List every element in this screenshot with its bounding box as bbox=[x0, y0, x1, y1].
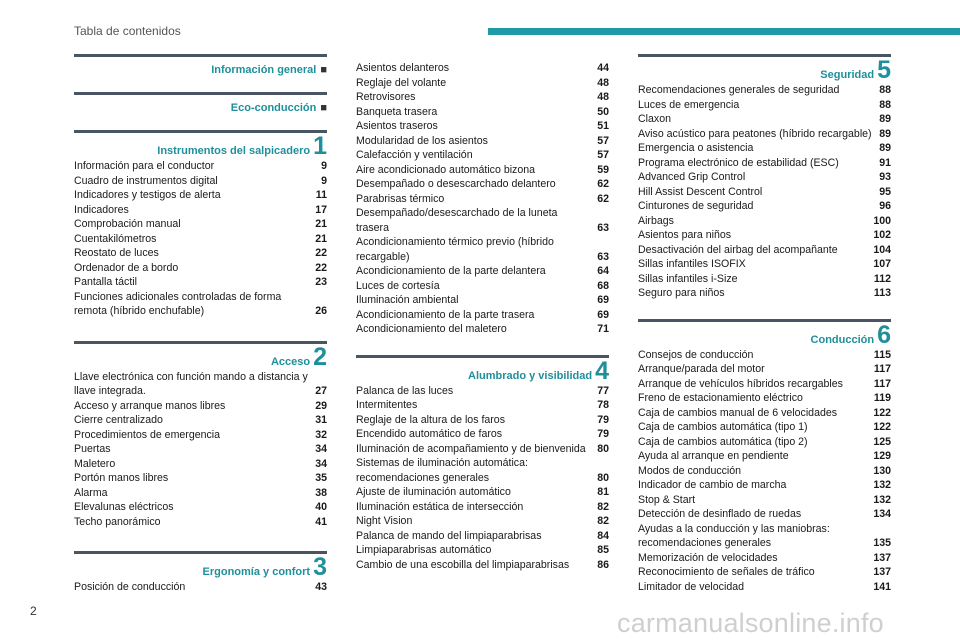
toc-entry[interactable] bbox=[638, 449, 891, 464]
toc-entry[interactable] bbox=[638, 522, 891, 551]
toc-entry-page: 48 bbox=[597, 91, 609, 103]
toc-entry[interactable] bbox=[638, 214, 891, 229]
toc-entry-text: Puertas bbox=[74, 443, 111, 455]
toc-entry-text: Ayuda al arranque en pendiente bbox=[638, 450, 789, 462]
section-number: 2 bbox=[313, 342, 327, 371]
toc-entry-text: Arranque/parada del motor bbox=[638, 363, 765, 375]
toc-entry-text: Recomendaciones generales de seguridad bbox=[638, 84, 840, 96]
toc-entry-page: 79 bbox=[597, 413, 609, 426]
toc-entry-text: Palanca de las luces bbox=[356, 384, 454, 397]
toc-column-3 bbox=[638, 54, 891, 594]
toc-entry-text: Programa electrónico de estabilidad (ESC) bbox=[638, 156, 839, 169]
toc-entry-list bbox=[356, 382, 609, 573]
toc-entry[interactable] bbox=[638, 257, 891, 272]
toc-entry[interactable] bbox=[74, 261, 327, 276]
toc-entry[interactable] bbox=[356, 529, 609, 544]
toc-entry[interactable] bbox=[638, 243, 891, 258]
toc-entry[interactable] bbox=[356, 485, 609, 500]
toc-entry[interactable] bbox=[74, 442, 327, 457]
toc-entry[interactable] bbox=[356, 456, 609, 485]
toc-entry[interactable] bbox=[74, 471, 327, 486]
toc-entry-page: 41 bbox=[315, 515, 327, 528]
toc-entry-page: 137 bbox=[873, 566, 891, 578]
section-heading[interactable] bbox=[356, 356, 609, 385]
section-number: 6 bbox=[877, 320, 891, 349]
toc-entry-page: 91 bbox=[879, 156, 891, 169]
toc-entry[interactable] bbox=[74, 159, 327, 174]
toc-entry-text: Airbags bbox=[638, 214, 674, 227]
toc-section bbox=[74, 341, 327, 530]
toc-entry[interactable] bbox=[356, 235, 609, 264]
toc-entry[interactable] bbox=[638, 435, 891, 450]
toc-entry-page: 82 bbox=[597, 500, 609, 513]
toc-entry[interactable] bbox=[638, 507, 891, 522]
toc-entry-page: 63 bbox=[597, 221, 609, 234]
header-accent-bar bbox=[488, 28, 960, 35]
toc-entry[interactable] bbox=[74, 500, 327, 515]
toc-entry[interactable] bbox=[74, 580, 327, 595]
toc-entry-text: Desempañado o desescarchado delantero bbox=[356, 178, 556, 190]
toc-entry[interactable] bbox=[356, 134, 609, 149]
toc-entry-text: Encendido automático de faros bbox=[356, 428, 503, 440]
section-heading[interactable] bbox=[74, 553, 327, 581]
toc-entry-page: 102 bbox=[873, 229, 891, 241]
toc-entry-text: Luces de cortesía bbox=[356, 279, 440, 292]
toc-entry-text: Modularidad de los asientos bbox=[356, 134, 488, 147]
toc-section bbox=[74, 130, 327, 319]
section-title: Alumbrado y visibilidad bbox=[468, 369, 593, 382]
toc-entry-page: 26 bbox=[315, 305, 327, 317]
toc-entry[interactable] bbox=[74, 457, 327, 472]
toc-entry-page: 84 bbox=[597, 529, 609, 542]
toc-entry[interactable] bbox=[638, 391, 891, 406]
toc-entry-page: 69 bbox=[597, 294, 609, 306]
toc-entry-text: Night Vision bbox=[356, 515, 413, 527]
toc-entry[interactable] bbox=[356, 105, 609, 120]
toc-entry[interactable] bbox=[74, 232, 327, 247]
toc-entry[interactable] bbox=[74, 428, 327, 443]
toc-entry-text: Cuentakilómetros bbox=[74, 232, 157, 245]
toc-entry-page: 62 bbox=[597, 178, 609, 190]
toc-entry[interactable] bbox=[356, 177, 609, 192]
toc-column-1 bbox=[74, 54, 327, 595]
toc-entry-page: 93 bbox=[879, 171, 891, 183]
toc-entry-page: 22 bbox=[315, 247, 327, 259]
toc-entry-text: Luces de emergencia bbox=[638, 98, 740, 111]
toc-section bbox=[356, 59, 609, 337]
toc-entry[interactable] bbox=[74, 515, 327, 530]
toc-entry[interactable] bbox=[638, 127, 891, 142]
toc-entry-page: 100 bbox=[873, 214, 891, 227]
toc-entry-page: 89 bbox=[879, 142, 891, 154]
toc-entry[interactable] bbox=[638, 83, 891, 98]
toc-entry-page: 40 bbox=[315, 501, 327, 513]
toc-entry[interactable] bbox=[356, 384, 609, 399]
toc-entry[interactable] bbox=[638, 464, 891, 479]
section-title: Información general bbox=[211, 64, 317, 76]
toc-section bbox=[74, 92, 327, 114]
toc-entry-page: 88 bbox=[879, 84, 891, 96]
toc-entry-page: 89 bbox=[879, 113, 891, 125]
toc-entry-page: 89 bbox=[879, 127, 891, 140]
toc-entry[interactable] bbox=[74, 399, 327, 414]
toc-entry[interactable] bbox=[638, 199, 891, 214]
toc-entry[interactable] bbox=[74, 486, 327, 501]
toc-section bbox=[74, 551, 327, 595]
toc-entry-text: Ajuste de iluminación automático bbox=[356, 486, 511, 498]
toc-entry-list bbox=[74, 578, 327, 595]
toc-entry-text: Funciones adicionales controladas de forma remota (híbrido enchufable) bbox=[74, 290, 282, 317]
toc-entry-page: 117 bbox=[873, 377, 891, 390]
toc-entry-page: 38 bbox=[315, 486, 327, 499]
section-number: 1 bbox=[313, 132, 327, 160]
toc-entry[interactable] bbox=[74, 290, 327, 319]
toc-entry-page: 11 bbox=[315, 189, 327, 201]
section-bullet: ■ bbox=[320, 102, 327, 114]
toc-entry[interactable] bbox=[356, 543, 609, 558]
toc-entry-page: 44 bbox=[597, 62, 609, 74]
toc-entry-page: 31 bbox=[315, 414, 327, 426]
toc-entry-text: Acondicionamiento de la parte trasera bbox=[356, 308, 535, 321]
toc-entry[interactable] bbox=[356, 119, 609, 134]
toc-entry-page: 129 bbox=[873, 450, 891, 462]
toc-entry-text: Banqueta trasera bbox=[356, 105, 438, 118]
toc-entry-page: 71 bbox=[597, 323, 609, 335]
toc-entry[interactable] bbox=[74, 370, 327, 399]
toc-entry-page: 22 bbox=[315, 261, 327, 274]
toc-entry[interactable] bbox=[638, 478, 891, 493]
toc-entry[interactable] bbox=[638, 348, 891, 363]
toc-entry[interactable] bbox=[638, 272, 891, 287]
toc-entry-text: Sistemas de iluminación automática: recomendaciones generales bbox=[356, 457, 528, 484]
toc-entry[interactable] bbox=[638, 406, 891, 421]
toc-entry[interactable] bbox=[356, 308, 609, 323]
toc-entry-text: Intermitentes bbox=[356, 399, 418, 411]
toc-entry-page: 77 bbox=[597, 384, 609, 397]
toc-entry-text: Seguro para niños bbox=[638, 287, 725, 299]
toc-entry-page: 59 bbox=[597, 163, 609, 176]
toc-entry-page: 80 bbox=[597, 442, 609, 455]
toc-column-2 bbox=[356, 59, 609, 572]
toc-entry-page: 130 bbox=[873, 464, 891, 477]
toc-entry[interactable] bbox=[356, 76, 609, 91]
toc-entry-page: 34 bbox=[315, 457, 327, 470]
toc-entry-page: 32 bbox=[315, 428, 327, 441]
toc-entry-page: 115 bbox=[873, 348, 891, 361]
toc-entry-page: 96 bbox=[879, 200, 891, 212]
toc-entry-text: Maletero bbox=[74, 457, 116, 470]
toc-entry-page: 27 bbox=[315, 385, 327, 397]
toc-entry-page: 137 bbox=[873, 551, 891, 564]
toc-entry-page: 35 bbox=[315, 472, 327, 484]
toc-entry-text: Portón manos libres bbox=[74, 472, 169, 484]
toc-entry-text: Reglaje del volante bbox=[356, 76, 447, 89]
toc-entry-text: Aviso acústico para peatones (híbrido recargable) bbox=[638, 127, 872, 140]
toc-entry-page: 51 bbox=[597, 120, 609, 132]
toc-entry-page: 21 bbox=[315, 232, 327, 245]
toc-entry-page: 135 bbox=[873, 537, 891, 549]
toc-entry-text: Cuadro de instrumentos digital bbox=[74, 174, 218, 187]
toc-entry[interactable] bbox=[638, 551, 891, 566]
toc-entry-text: Asientos delanteros bbox=[356, 62, 450, 74]
toc-entry[interactable] bbox=[638, 228, 891, 243]
section-number: 5 bbox=[877, 56, 891, 84]
toc-entry-page: 125 bbox=[873, 435, 891, 448]
toc-entry-text: Asientos traseros bbox=[356, 120, 438, 132]
toc-entry-text: Stop & Start bbox=[638, 493, 696, 506]
toc-entry-text: Consejos de conducción bbox=[638, 348, 754, 361]
toc-entry[interactable] bbox=[356, 442, 609, 457]
toc-entry[interactable] bbox=[356, 427, 609, 442]
toc-entry-page: 88 bbox=[879, 98, 891, 111]
toc-entry-page: 9 bbox=[321, 160, 327, 172]
toc-entry[interactable] bbox=[356, 148, 609, 163]
toc-entry[interactable] bbox=[356, 90, 609, 105]
toc-entry-text: Ordenador de a bordo bbox=[74, 261, 179, 274]
toc-entry-text: Calefacción y ventilación bbox=[356, 149, 473, 161]
toc-entry-page: 34 bbox=[315, 443, 327, 455]
toc-entry[interactable] bbox=[638, 580, 891, 595]
toc-entry-text: Cierre centralizado bbox=[74, 414, 163, 426]
toc-entry[interactable] bbox=[638, 185, 891, 200]
toc-entry[interactable] bbox=[74, 275, 327, 290]
toc-entry-page: 63 bbox=[597, 250, 609, 263]
toc-entry-text: Memorización de velocidades bbox=[638, 551, 778, 564]
toc-entry[interactable] bbox=[356, 192, 609, 207]
section-title: Eco-conducción bbox=[230, 102, 317, 114]
toc-entry-page: 62 bbox=[597, 192, 609, 205]
toc-entry-text: Emergencia o asistencia bbox=[638, 142, 754, 154]
toc-entry-page: 132 bbox=[873, 493, 891, 506]
toc-entry-page: 48 bbox=[597, 76, 609, 89]
toc-entry-page: 112 bbox=[873, 272, 891, 285]
toc-entry[interactable] bbox=[356, 163, 609, 178]
toc-entry-text: Acondicionamiento de la parte delantera bbox=[356, 265, 546, 277]
toc-entry-page: 21 bbox=[315, 218, 327, 230]
toc-entry-text: Palanca de mando del limpiaparabrisas bbox=[356, 529, 542, 542]
toc-entry-page: 9 bbox=[321, 174, 327, 187]
toc-entry-text: Acondicionamiento térmico previo (híbrido recargable) bbox=[356, 236, 554, 263]
toc-entry-text: Claxon bbox=[638, 113, 671, 125]
toc-entry[interactable] bbox=[74, 413, 327, 428]
toc-entry-text: Sillas infantiles i-Size bbox=[638, 272, 738, 285]
toc-entry[interactable] bbox=[356, 413, 609, 428]
toc-entry-list bbox=[74, 368, 327, 530]
toc-entry[interactable] bbox=[638, 286, 891, 301]
toc-entry-list bbox=[74, 157, 327, 319]
toc-entry-text: Reostato de luces bbox=[74, 247, 159, 259]
toc-entry-text: Posición de conducción bbox=[74, 581, 186, 593]
toc-entry[interactable] bbox=[74, 246, 327, 261]
toc-entry[interactable] bbox=[638, 362, 891, 377]
section-number: 4 bbox=[595, 356, 609, 385]
toc-entry-text: Llave electrónica con función mando a distancia y llave integrada. bbox=[74, 370, 308, 397]
toc-section bbox=[356, 355, 609, 573]
toc-entry-text: Alarma bbox=[74, 486, 108, 499]
toc-entry-page: 82 bbox=[597, 515, 609, 527]
toc-entry[interactable] bbox=[356, 206, 609, 235]
toc-entry-text: Techo panorámico bbox=[74, 515, 161, 528]
toc-entry-page: 132 bbox=[873, 479, 891, 491]
section-heading[interactable] bbox=[638, 320, 891, 349]
toc-entry-page: 69 bbox=[597, 308, 609, 321]
toc-entry-page: 80 bbox=[597, 471, 609, 484]
section-title: Instrumentos del salpicadero bbox=[157, 145, 311, 157]
toc-entry-text: Indicador de cambio de marcha bbox=[638, 479, 787, 491]
toc-entry-text: Acceso y arranque manos libres bbox=[74, 399, 226, 412]
toc-section bbox=[74, 54, 327, 76]
toc-entry-page: 50 bbox=[597, 105, 609, 118]
toc-entry-text: Reglaje de la altura de los faros bbox=[356, 413, 505, 426]
toc-entry-page: 57 bbox=[597, 134, 609, 147]
toc-entry-page: 78 bbox=[597, 399, 609, 411]
toc-entry-page: 29 bbox=[315, 399, 327, 412]
toc-entry-page: 107 bbox=[873, 258, 891, 270]
toc-entry-text: Caja de cambios manual de 6 velocidades bbox=[638, 406, 838, 419]
toc-entry-page: 68 bbox=[597, 279, 609, 292]
toc-entry[interactable] bbox=[638, 493, 891, 508]
toc-entry[interactable] bbox=[356, 500, 609, 515]
toc-entry-text: Pantalla táctil bbox=[74, 276, 138, 288]
toc-entry-page: 57 bbox=[597, 149, 609, 161]
toc-entry[interactable] bbox=[638, 170, 891, 185]
section-heading[interactable] bbox=[74, 132, 327, 160]
toc-entry[interactable] bbox=[356, 293, 609, 308]
toc-entry-text: Elevalunas eléctricos bbox=[74, 501, 174, 513]
toc-entry-page: 104 bbox=[873, 243, 891, 256]
toc-entry-page: 43 bbox=[315, 581, 327, 593]
toc-entry[interactable] bbox=[356, 264, 609, 279]
toc-entry[interactable] bbox=[638, 565, 891, 580]
toc-entry[interactable] bbox=[638, 156, 891, 171]
toc-entry[interactable] bbox=[638, 377, 891, 392]
header-title: Tabla de contenidos bbox=[74, 24, 181, 38]
toc-entry[interactable] bbox=[356, 558, 609, 573]
toc-entry-text: Sillas infantiles ISOFIX bbox=[638, 258, 746, 270]
section-heading[interactable] bbox=[74, 342, 327, 371]
toc-entry[interactable] bbox=[356, 61, 609, 76]
toc-entry-text: Caja de cambios automática (tipo 1) bbox=[638, 421, 808, 433]
toc-entry-text: Advanced Grip Control bbox=[638, 171, 746, 183]
toc-entry-text: Asientos para niños bbox=[638, 229, 732, 241]
toc-entry-page: 79 bbox=[597, 428, 609, 440]
section-title: Ergonomía y confort bbox=[202, 566, 311, 578]
toc-entry-text: Cinturones de seguridad bbox=[638, 200, 754, 212]
toc-entry-text: Limpiaparabrisas automático bbox=[356, 544, 492, 556]
toc-entry[interactable] bbox=[638, 420, 891, 435]
section-bullet: ■ bbox=[320, 64, 327, 76]
toc-entry-text: Comprobación manual bbox=[74, 218, 181, 230]
toc-entry-text: Acondicionamiento del maletero bbox=[356, 323, 507, 335]
toc-entry-list bbox=[356, 59, 609, 337]
section-title: Seguridad bbox=[820, 69, 875, 81]
toc-entry-list bbox=[638, 346, 891, 595]
section-title: Acceso bbox=[270, 355, 311, 368]
toc-entry-page: 17 bbox=[315, 203, 327, 216]
toc-entry[interactable] bbox=[74, 217, 327, 232]
toc-entry-text: Parabrisas térmico bbox=[356, 192, 445, 205]
toc-entry-text: Modos de conducción bbox=[638, 464, 742, 477]
toc-entry-text: Cambio de una escobilla del limpiaparabrisas bbox=[356, 558, 570, 571]
watermark: carmanualsonline.info bbox=[617, 608, 884, 638]
toc-entry-page: 141 bbox=[873, 580, 891, 593]
section-title: Conducción bbox=[810, 333, 875, 346]
toc-entry-page: 86 bbox=[597, 558, 609, 571]
toc-entry-page: 134 bbox=[873, 508, 891, 520]
toc-entry-text: Aire acondicionado automático bizona bbox=[356, 163, 536, 176]
toc-entry-page: 81 bbox=[597, 486, 609, 498]
toc-entry-text: Detección de desinflado de ruedas bbox=[638, 508, 802, 520]
toc-entry-text: Iluminación estática de intersección bbox=[356, 500, 524, 513]
toc-section bbox=[638, 319, 891, 595]
toc-entry[interactable] bbox=[356, 398, 609, 413]
toc-entry-page: 113 bbox=[873, 287, 891, 299]
section-number: 3 bbox=[313, 553, 327, 581]
toc-entry-text: Freno de estacionamiento eléctrico bbox=[638, 392, 803, 404]
toc-entry-list bbox=[638, 81, 891, 301]
toc-entry-text: Información para el conductor bbox=[74, 160, 215, 172]
toc-entry-text: Desempañado/desescarchado de la luneta trasera bbox=[356, 207, 558, 234]
toc-entry-page: 23 bbox=[315, 276, 327, 288]
toc-entry-text: Arranque de vehículos híbridos recargables bbox=[638, 377, 843, 390]
toc-entry[interactable] bbox=[74, 188, 327, 203]
toc-entry[interactable] bbox=[356, 514, 609, 529]
toc-entry-text: Limitador de velocidad bbox=[638, 580, 744, 593]
toc-entry-page: 64 bbox=[597, 265, 609, 277]
page-number: 2 bbox=[30, 604, 37, 618]
toc-section bbox=[638, 54, 891, 301]
toc-entry-text: Reconocimiento de señales de tráfico bbox=[638, 566, 815, 578]
toc-entry-text: Ayudas a la conducción y las maniobras: recomendaciones generales bbox=[638, 522, 830, 549]
toc-entry-text: Desactivación del airbag del acompañante bbox=[638, 243, 838, 256]
toc-entry-text: Caja de cambios automática (tipo 2) bbox=[638, 435, 808, 448]
toc-entry-text: Iluminación ambiental bbox=[356, 294, 459, 306]
toc-entry[interactable] bbox=[638, 98, 891, 113]
toc-entry-page: 85 bbox=[597, 544, 609, 556]
toc-entry-text: Iluminación de acompañamiento y de bienvenida bbox=[356, 442, 586, 455]
toc-entry[interactable] bbox=[74, 174, 327, 189]
toc-entry-text: Retrovisores bbox=[356, 91, 416, 103]
toc-entry-page: 122 bbox=[873, 406, 891, 419]
toc-entry[interactable] bbox=[356, 322, 609, 337]
section-heading[interactable] bbox=[638, 56, 891, 84]
toc-entry-text: Indicadores y testigos de alerta bbox=[74, 189, 221, 201]
toc-entry[interactable] bbox=[638, 141, 891, 156]
toc-entry[interactable] bbox=[74, 203, 327, 218]
section-heading[interactable] bbox=[74, 95, 327, 114]
toc-entry-page: 122 bbox=[873, 421, 891, 433]
toc-entry-page: 117 bbox=[873, 363, 891, 375]
section-heading[interactable] bbox=[74, 57, 327, 76]
toc-entry-text: Indicadores bbox=[74, 203, 129, 216]
toc-entry-page: 95 bbox=[879, 185, 891, 198]
toc-entry-page: 119 bbox=[873, 392, 891, 404]
toc-entry[interactable] bbox=[638, 112, 891, 127]
toc-entry-text: Hill Assist Descent Control bbox=[638, 185, 763, 198]
toc-entry-text: Procedimientos de emergencia bbox=[74, 428, 221, 441]
toc-entry[interactable] bbox=[356, 279, 609, 294]
